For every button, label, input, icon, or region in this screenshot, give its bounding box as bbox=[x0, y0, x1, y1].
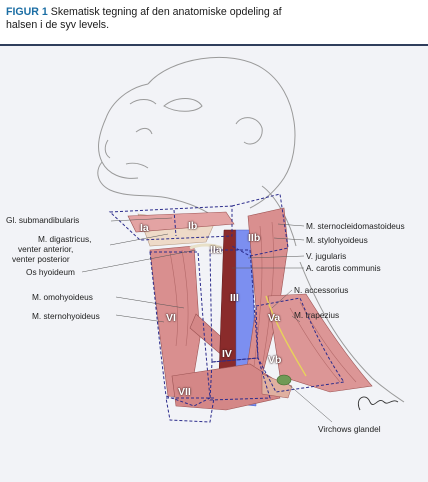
label-sternocleidomastoid: M. sternocleidomastoideus bbox=[306, 221, 405, 231]
caption-text-1: Skematisk tegning af den anatomiske opdeling af bbox=[50, 6, 282, 18]
caption-line-1 bbox=[6, 6, 306, 19]
level-Vb: Vb bbox=[268, 354, 282, 366]
artist-signature bbox=[358, 397, 398, 410]
level-Ia: Ia bbox=[140, 222, 149, 234]
label-jugular: V. jugularis bbox=[306, 251, 347, 261]
label-carotid: A. carotis communis bbox=[306, 263, 381, 273]
label-virchow: Virchows glandel bbox=[318, 424, 381, 434]
level-VI: VI bbox=[166, 312, 176, 324]
virchow-node-shape bbox=[277, 375, 291, 385]
caption-text-2: halsen i de syv levels. bbox=[6, 19, 110, 31]
label-sternohyoid: M. sternohyoideus bbox=[32, 311, 100, 321]
label-stylohyoid: M. stylohyoideus bbox=[306, 235, 368, 245]
level-IIa: IIa bbox=[210, 244, 222, 256]
figure-label: FIGUR 1 bbox=[6, 6, 48, 18]
level-VII: VII bbox=[178, 386, 191, 398]
label-hyoid: Os hyoideum bbox=[26, 267, 75, 277]
level-III: III bbox=[230, 292, 239, 304]
level-Va: Va bbox=[268, 312, 281, 324]
label-digastric-3: venter posterior bbox=[12, 254, 70, 264]
label-accessory-nerve: N. accessorius bbox=[294, 285, 349, 295]
level-Ib: Ib bbox=[188, 220, 198, 232]
label-digastric-2: venter anterior, bbox=[18, 244, 74, 254]
level-IIb: IIb bbox=[248, 232, 261, 244]
label-omohyoid: M. omohyoideus bbox=[32, 292, 93, 302]
label-submandibular-gland: Gl. submandibularis bbox=[6, 215, 80, 225]
level-IV: IV bbox=[222, 348, 232, 360]
label-digastric-1: M. digastricus, bbox=[38, 234, 92, 244]
illustration-panel bbox=[0, 44, 428, 482]
label-trapezius: M. trapezius bbox=[294, 310, 340, 320]
figure-caption bbox=[6, 6, 306, 32]
